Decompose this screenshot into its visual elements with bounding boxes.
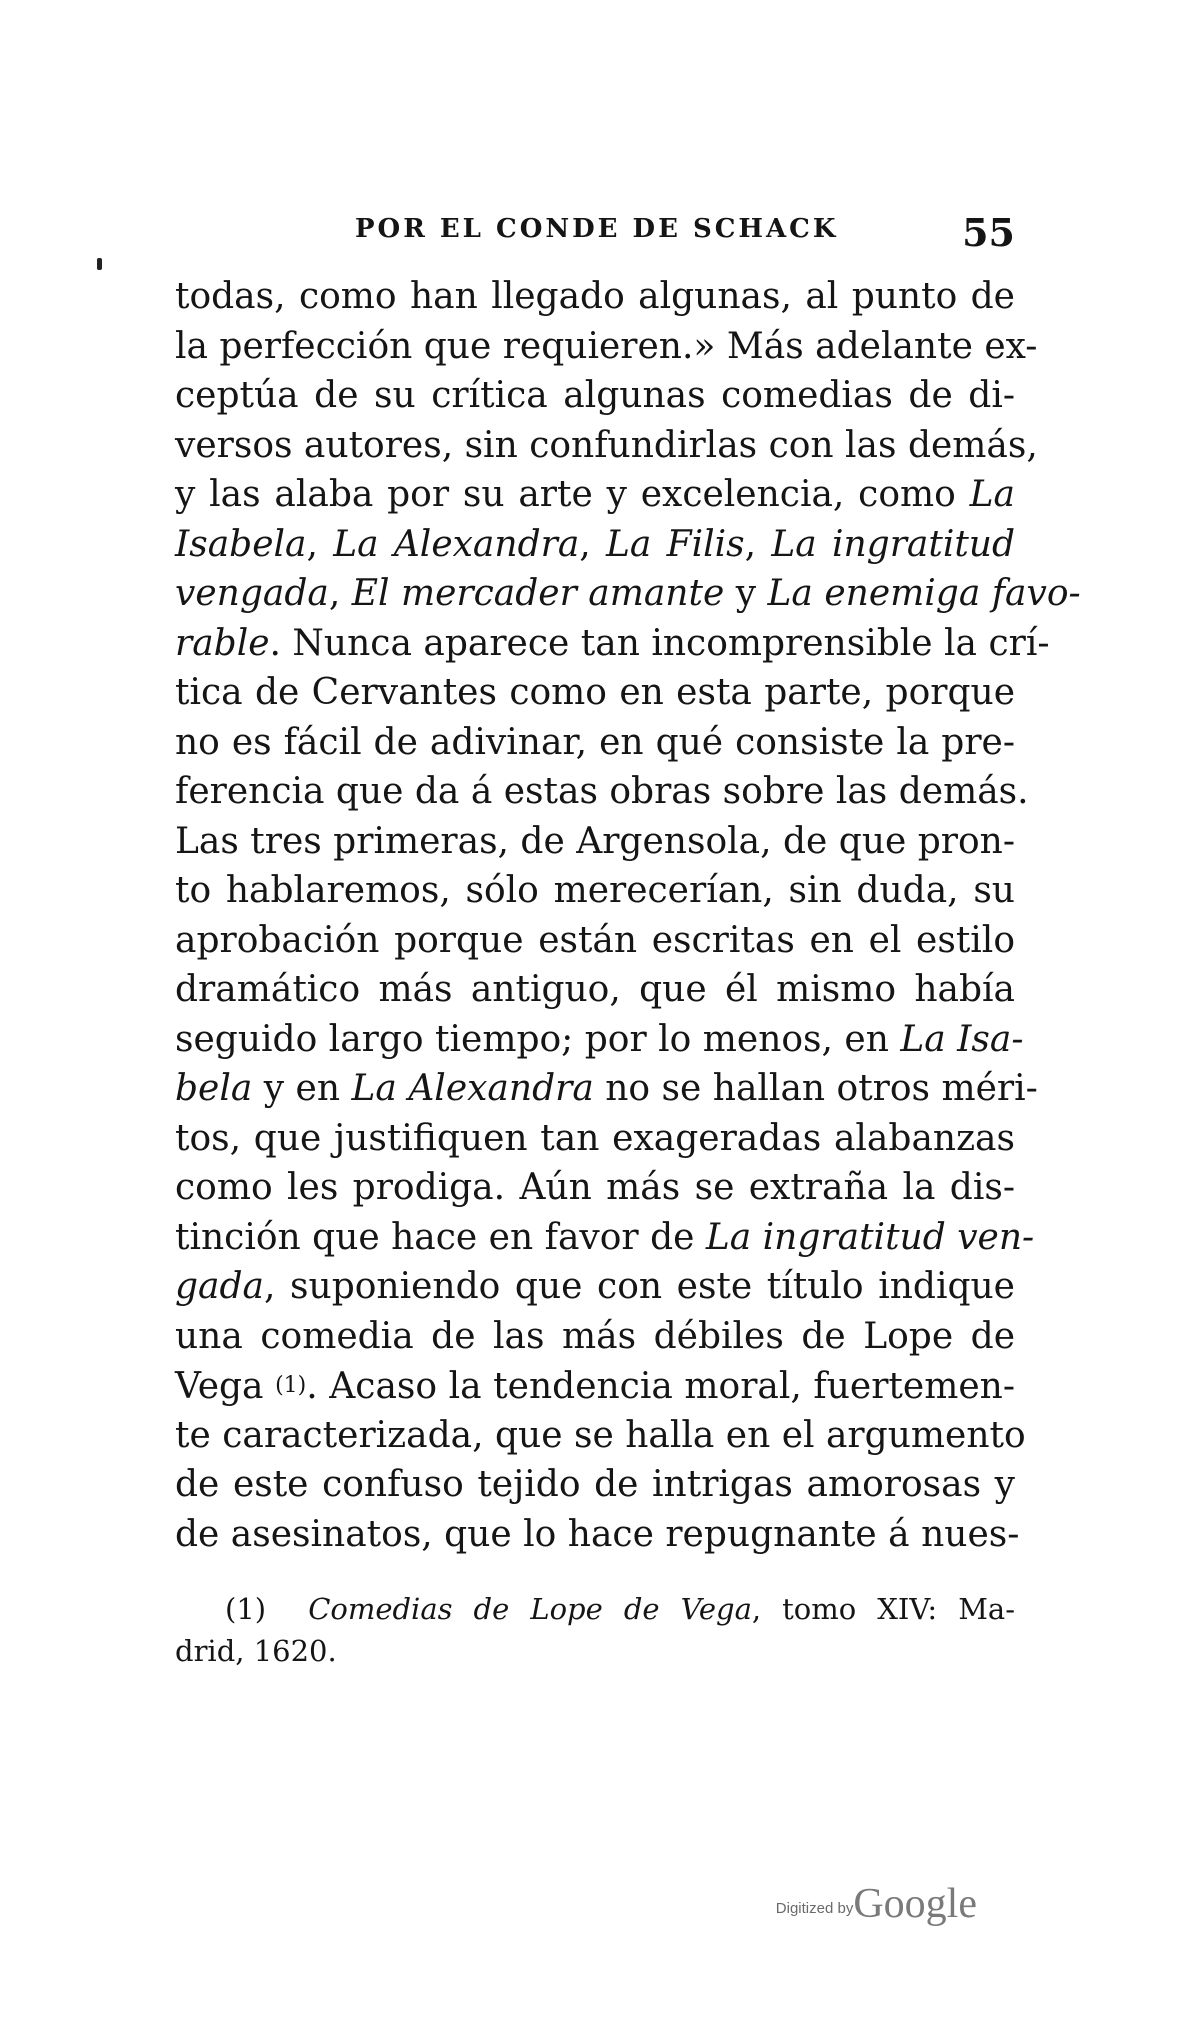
text-run: no es fácil de adivinar, en qué consiste la pre- xyxy=(175,721,1015,763)
text-run: la perfección que requieren.» Más adelante ex- xyxy=(175,325,1038,367)
text-run: Las tres primeras, de Argensola, de que pron- xyxy=(175,820,1016,862)
text-run: , xyxy=(328,573,352,614)
text-line xyxy=(175,1163,1015,1213)
text-run: de asesinatos, que lo hace repugnante á nues- xyxy=(175,1513,1020,1555)
text-run: no se hallan otros méri- xyxy=(593,1068,1038,1109)
text-run: dramático más antiguo, que él mismo había xyxy=(175,969,1015,1010)
text-line xyxy=(175,1312,1015,1362)
text-line xyxy=(175,1262,1015,1312)
footnote-line xyxy=(175,1588,1015,1630)
text-run: Vega xyxy=(175,1366,276,1407)
italic-title: La Isa- xyxy=(900,1018,1024,1060)
text-line xyxy=(175,1411,1026,1461)
footnote-title: Comedias de Lope de Vega xyxy=(308,1592,752,1626)
text-line xyxy=(175,668,1015,718)
text-run: . Acaso la tendencia moral, fuertemen- xyxy=(306,1366,1015,1407)
text-run: de este confuso tejido de intrigas amorosas y xyxy=(175,1464,1015,1505)
running-head xyxy=(175,210,1015,260)
text-line xyxy=(175,1361,1015,1411)
text-run: , xyxy=(306,523,334,565)
text-line xyxy=(175,965,1015,1015)
footnote-detail: , tomo XIV: Ma- xyxy=(751,1592,1015,1626)
italic-title: La xyxy=(969,474,1015,515)
text-run: tos, que justifiquen tan exageradas alabanzas xyxy=(175,1117,1015,1159)
text-line xyxy=(175,371,1015,421)
text-run: te caracterizada, que se halla en el argumento xyxy=(175,1414,1026,1456)
text-run: tinción que hace en favor de xyxy=(175,1216,706,1258)
page-number: 55 xyxy=(962,210,1015,255)
text-run: aprobación porque están escritas en el estilo xyxy=(175,919,1015,961)
ink-speck xyxy=(97,258,102,270)
text-run: y en xyxy=(252,1068,352,1109)
text-line xyxy=(175,1460,1015,1510)
text-run: como les prodiga. Aún más se extraña la dis- xyxy=(175,1167,1015,1208)
text-run: seguido largo tiempo; por lo menos, en xyxy=(175,1018,901,1060)
text-line xyxy=(175,1114,1015,1164)
digitized-watermark xyxy=(776,1880,977,1928)
body-text xyxy=(175,272,1081,1559)
text-line xyxy=(175,718,1015,768)
italic-title: La Alexandra xyxy=(333,523,580,565)
italic-title: La ingratitud xyxy=(771,523,1016,565)
text-line xyxy=(175,619,1050,669)
text-run: versos autores, sin confundirlas con las demás, xyxy=(175,424,1038,466)
text-line xyxy=(175,866,1015,916)
text-line xyxy=(175,520,1015,570)
italic-title: La enemiga favo- xyxy=(767,573,1081,614)
italic-title: La Filis xyxy=(606,523,745,565)
text-run: tica de Cervantes como en esta parte, porque xyxy=(175,672,1015,713)
text-run: , suponiendo que con este título indique xyxy=(264,1266,1015,1307)
text-line xyxy=(175,817,1015,867)
text-run: y las alaba por su arte y excelencia, como xyxy=(175,474,970,515)
text-run: . Nunca aparece tan incomprensible la crí- xyxy=(269,622,1050,664)
text-line xyxy=(175,1213,1035,1263)
text-run: y xyxy=(724,573,768,614)
text-line xyxy=(175,916,1015,966)
text-line xyxy=(175,1510,1020,1560)
italic-title: rable xyxy=(175,622,270,664)
text-run: , xyxy=(744,523,772,565)
text-line xyxy=(175,1064,1038,1114)
text-run: ceptúa de su crítica algunas comedias de di- xyxy=(175,375,1015,416)
text-run: , xyxy=(579,523,606,565)
footnote-reference: (1) xyxy=(275,1373,307,1398)
text-run: todas, como han llegado algunas, al punto de xyxy=(175,276,1015,317)
text-line xyxy=(175,767,1029,817)
italic-title: Isabela xyxy=(175,523,307,565)
text-line xyxy=(175,272,1015,322)
italic-title: vengada xyxy=(175,573,329,614)
watermark-prefix: Digitized by xyxy=(775,1900,854,1917)
italic-title: gada xyxy=(175,1266,265,1307)
text-run: to hablaremos, sólo merecerían, sin duda, su xyxy=(175,870,1015,911)
text-line xyxy=(175,1015,1024,1065)
text-run: una comedia de las más débiles de Lope de xyxy=(175,1315,1015,1357)
text-line xyxy=(175,421,1038,471)
watermark-brand: Google xyxy=(853,1881,977,1927)
italic-title: El mercader amante xyxy=(351,573,725,614)
footnotes xyxy=(175,1588,1015,1672)
text-line xyxy=(175,470,1015,520)
footnote-line: drid, 1620. xyxy=(175,1634,337,1668)
running-title: POR EL CONDE DE SCHACK xyxy=(355,214,839,244)
italic-title: La ingratitud ven- xyxy=(705,1216,1035,1258)
italic-title: bela xyxy=(175,1068,253,1109)
text-line xyxy=(175,569,1081,619)
text-line xyxy=(175,322,1038,372)
italic-title: La Alexandra xyxy=(351,1068,594,1109)
text-run: ferencia que da á estas obras sobre las demás. xyxy=(175,771,1029,812)
footnote-marker: (1) xyxy=(225,1592,267,1626)
